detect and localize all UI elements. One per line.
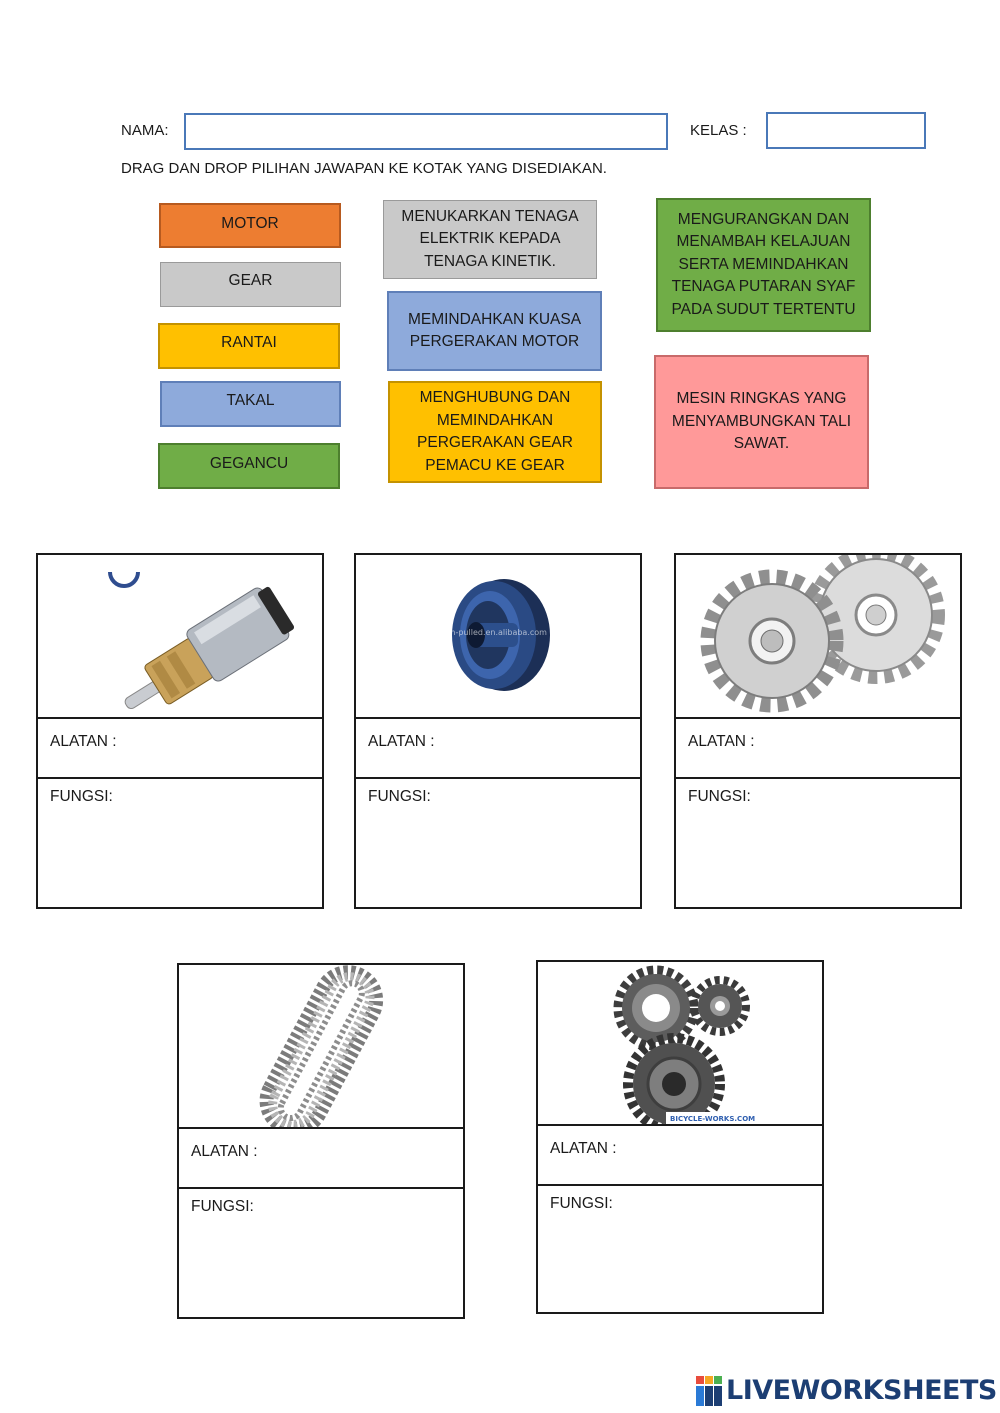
function-line: ELEKTRIK KEPADA <box>419 230 561 248</box>
alatan-label: ALATAN : <box>688 733 755 750</box>
tile-function-speed-change[interactable] <box>656 198 871 332</box>
tile-gegancu[interactable] <box>158 443 340 489</box>
liveworksheets-logo-icon <box>696 1376 722 1406</box>
function-line: PERGERAKAN GEAR <box>417 434 573 451</box>
function-line: PEMACU KE GEAR <box>425 456 565 474</box>
tile-gear-label: GEAR <box>228 272 273 289</box>
alatan-label: ALATAN : <box>368 733 435 750</box>
tile-takal[interactable] <box>160 381 341 427</box>
alatan-label: ALATAN : <box>191 1143 258 1160</box>
tile-motor[interactable] <box>159 203 341 248</box>
liveworksheets-logo <box>696 1375 997 1406</box>
alatan-row[interactable] <box>38 719 322 779</box>
instruction-text: DRAG DAN DROP PILIHAN JAWAPAN KE KOTAK YANG DISEDIAKAN. <box>121 160 607 177</box>
function-line: MENGHUBUNG DAN <box>419 389 571 406</box>
tile-rantai[interactable] <box>158 323 340 369</box>
alatan-label: ALATAN : <box>50 733 117 750</box>
fungsi-label: FUNGSI: <box>688 788 751 805</box>
function-line: MESIN RINGKAS YANG <box>676 390 847 408</box>
card-sprockets <box>536 960 824 1314</box>
function-line: MENYAMBUNGKAN TALI <box>671 412 852 430</box>
fungsi-label: FUNGSI: <box>50 788 113 805</box>
pulley-watermark: ch-pulled.en.alibaba.com <box>446 628 547 637</box>
function-line: MEMINDAHKAN <box>436 411 554 429</box>
alatan-row[interactable] <box>538 1126 822 1186</box>
card-pulley <box>354 553 642 909</box>
function-line: MENGURANGKAN DAN <box>677 210 850 228</box>
liveworksheets-wordmark: LIVEWORKSHEETS <box>726 1375 997 1406</box>
tile-function-connect-gears[interactable] <box>388 381 602 483</box>
fungsi-label: FUNGSI: <box>550 1195 613 1212</box>
fungsi-label: FUNGSI: <box>191 1198 254 1215</box>
function-line: MENUKARKAN TENAGA <box>401 207 579 225</box>
tile-function-simple-machine-belt[interactable] <box>654 355 869 489</box>
sprocket-watermark: BICYCLE-WORKS.COM <box>670 1115 756 1123</box>
fungsi-label: FUNGSI: <box>368 788 431 805</box>
card-gears <box>674 553 962 909</box>
card-motor <box>36 553 324 909</box>
pulley-image <box>356 555 640 719</box>
tile-gegancu-label: GEGANCU <box>209 455 289 472</box>
tile-gear[interactable] <box>160 262 341 307</box>
motor-image <box>38 555 322 719</box>
kelas-input[interactable] <box>766 112 926 149</box>
function-line: TENAGA KINETIK. <box>424 252 556 270</box>
sprockets-image <box>538 962 822 1126</box>
nama-label: NAMA: <box>121 122 169 139</box>
alatan-label: ALATAN : <box>550 1140 617 1157</box>
alatan-row[interactable] <box>356 719 640 779</box>
tile-function-transfer-motor[interactable] <box>387 291 602 371</box>
function-line: TENAGA PUTARAN SYAF <box>671 278 856 296</box>
alatan-row[interactable] <box>676 719 960 779</box>
function-line: SAWAT. <box>733 435 790 453</box>
function-line: MENAMBAH KELAJUAN <box>676 233 851 251</box>
gears-image <box>676 555 960 719</box>
function-line: MEMINDAHKAN KUASA <box>407 310 582 328</box>
nama-input[interactable] <box>184 113 668 150</box>
tile-function-electric-to-kinetic[interactable] <box>383 200 597 279</box>
tile-takal-label: TAKAL <box>226 392 275 409</box>
function-line: PERGERAKAN MOTOR <box>409 333 580 350</box>
kelas-label: KELAS : <box>690 122 747 139</box>
card-chain <box>177 963 465 1319</box>
tile-motor-label: MOTOR <box>221 215 279 232</box>
tile-rantai-label: RANTAI <box>221 334 277 351</box>
chain-image <box>179 965 463 1129</box>
function-line: PADA SUDUT TERTENTU <box>671 300 856 318</box>
alatan-row[interactable] <box>179 1129 463 1189</box>
function-line: SERTA MEMINDAHKAN <box>678 255 849 273</box>
